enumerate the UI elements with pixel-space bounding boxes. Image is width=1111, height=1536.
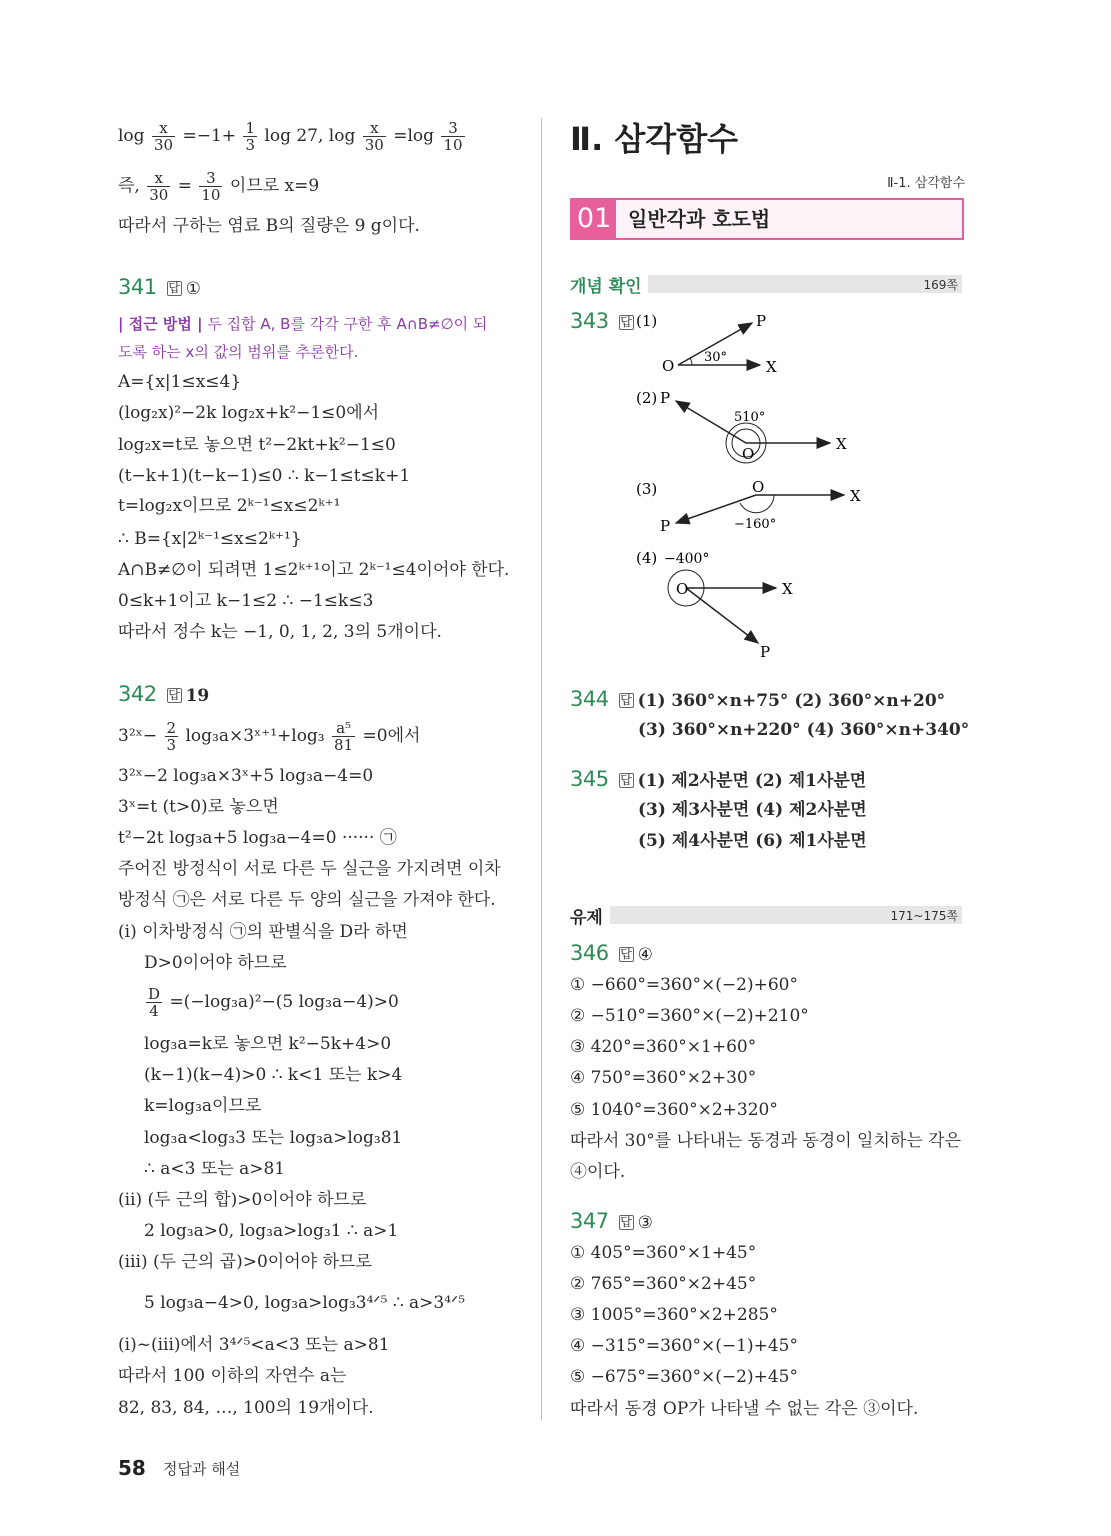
footer-label: 정답과 해설 xyxy=(163,1460,241,1478)
section-title: 일반각과 호도법 xyxy=(628,207,771,231)
answer-badge: 답 xyxy=(620,315,632,329)
angle-label: 30° xyxy=(704,350,728,365)
bar-page-ref: 169쪽 xyxy=(923,278,958,292)
solution-line: 3ˣ=t (t>0)로 놓으면 xyxy=(118,797,279,817)
denominator: 3 xyxy=(166,736,177,754)
denominator: 30 xyxy=(364,136,384,154)
answer-badge: 답 xyxy=(620,773,632,787)
denominator: 30 xyxy=(149,186,169,204)
solution-line: 82, 83, 84, …, 100의 19개이다. xyxy=(118,1398,374,1418)
answer-badge: 답 xyxy=(168,281,180,295)
problem-341-header xyxy=(118,276,201,300)
solution-line: 따라서 동경 OP가 나타낼 수 없는 각은 ③이다. xyxy=(570,1399,919,1419)
solution-line: (k−1)(k−4)>0 ∴ k<1 또는 k>4 xyxy=(144,1065,403,1085)
solution-line: t²−2t log₃a+5 log₃a−4=0 ······ ㉠ xyxy=(118,828,397,848)
solution-line: ⑤ 1040°=360°×2+320° xyxy=(570,1100,778,1120)
numerator: x xyxy=(152,120,175,137)
column-divider xyxy=(541,118,542,1420)
solution-line: ② 765°=360°×2+45° xyxy=(570,1274,757,1294)
solution-line: ① 405°=360°×1+45° xyxy=(570,1243,757,1263)
denominator: 81 xyxy=(334,736,354,754)
solution-line: ④ −315°=360°×(−1)+45° xyxy=(570,1336,798,1356)
bar-page-ref: 171~175쪽 xyxy=(890,909,958,923)
fraction xyxy=(243,120,257,153)
numerator: a⁵ xyxy=(332,720,355,737)
point-O: O xyxy=(742,445,755,463)
solution-line: (ⅰ)~(ⅲ)에서 3⁴ᐟ⁵<a<3 또는 a>81 xyxy=(118,1335,390,1355)
solution-line: 0≤k+1이고 k−1≤2 ∴ −1≤k≤3 xyxy=(118,591,374,611)
denominator: 10 xyxy=(201,186,221,204)
answer-value: (3) 360°×n+220° (4) 360°×n+340° xyxy=(638,720,970,740)
solution-line: ⑤ −675°=360°×(−2)+45° xyxy=(570,1367,798,1387)
solution-line: (ⅰ) 이차방정식 ㉠의 판별식을 D라 하면 xyxy=(118,922,408,942)
solution-line: (log₂x)²−2k log₂x+k²−1≤0에서 xyxy=(118,403,380,423)
solution-line: log₂x=t로 놓으면 t²−2kt+k²−1≤0 xyxy=(118,435,396,455)
solution-line: k=log₃a이므로 xyxy=(144,1096,262,1116)
solution-line: 따라서 30°를 나타내는 동경과 동경이 일치하는 각은 xyxy=(570,1131,961,1151)
solution-line: A∩B≠∅이 되려면 1≤2ᵏ⁺¹이고 2ᵏ⁻¹≤4이어야 한다. xyxy=(118,560,510,580)
solution-line: ③ 1005°=360°×2+285° xyxy=(570,1305,778,1325)
problem-342-header xyxy=(118,683,209,707)
point-X: X xyxy=(850,487,861,505)
concept-bar xyxy=(570,272,962,297)
chapter-subtitle: Ⅱ-1. 삼각함수 xyxy=(887,176,965,191)
diagram-label: (4) xyxy=(636,549,658,567)
diagram-label: (3) xyxy=(636,480,658,498)
numerator: x xyxy=(147,170,170,187)
denominator: 3 xyxy=(245,136,255,154)
intro-line-2 xyxy=(118,170,319,203)
text: = xyxy=(177,176,192,196)
point-X: X xyxy=(836,435,847,453)
approach-line-2: 도록 하는 x의 값의 범위를 추론한다. xyxy=(118,343,359,361)
denominator: 30 xyxy=(153,136,174,154)
point-P: P xyxy=(760,643,771,660)
section-header xyxy=(570,198,964,240)
text: log 27, log xyxy=(264,126,356,146)
problem-number: 344 xyxy=(570,687,609,711)
discriminant-line xyxy=(144,986,399,1019)
section-number: 01 xyxy=(572,200,616,238)
answer-badge: 답 xyxy=(620,947,632,961)
solution-line: A={x|1≤x≤4} xyxy=(118,372,242,392)
diagram-2 xyxy=(660,389,847,463)
angle-label: −400° xyxy=(664,551,710,567)
point-P: P xyxy=(756,312,767,330)
problem-344-line-1 xyxy=(570,688,945,712)
diagram-1 xyxy=(662,312,777,376)
solution-line: (ⅲ) (두 근의 곱)>0이어야 하므로 xyxy=(118,1252,372,1272)
point-X: X xyxy=(782,580,793,598)
fraction xyxy=(165,720,179,753)
solution-line: ∴ B={x|2ᵏ⁻¹≤x≤2ᵏ⁺¹} xyxy=(118,529,302,549)
answer-value: 19 xyxy=(185,686,210,706)
fraction xyxy=(147,170,170,203)
solution-line: 따라서 100 이하의 자연수 a는 xyxy=(118,1366,347,1386)
problem-number: 346 xyxy=(570,941,609,965)
text: 이므로 x=9 xyxy=(229,176,320,196)
text: =−1+ xyxy=(182,126,237,146)
point-X: X xyxy=(766,358,777,376)
text: =log xyxy=(393,126,435,146)
bar-strip xyxy=(648,275,962,293)
approach-line-1 xyxy=(118,313,487,335)
solution-line: 3²ˣ−2 log₃a×3ˣ+5 log₃a−4=0 xyxy=(118,766,374,786)
bar-label: 유제 xyxy=(570,908,603,928)
bar-label: 개념 확인 xyxy=(570,277,642,297)
angle-arc xyxy=(740,495,774,513)
fraction xyxy=(199,170,222,203)
denominator: 4 xyxy=(149,1002,159,1020)
solution-line: log₃a=k로 놓으면 k²−5k+4>0 xyxy=(144,1034,392,1054)
answer-value: (3) 제3사분면 (4) 제2사분면 xyxy=(638,800,867,820)
page-number: 58 xyxy=(118,1456,146,1480)
numerator: 2 xyxy=(166,719,177,737)
denominator: 10 xyxy=(443,136,463,154)
solution-line: t=log₂x이므로 2ᵏ⁻¹≤x≤2ᵏ⁺¹ xyxy=(118,496,341,516)
intro-line-1 xyxy=(118,120,467,153)
approach-label: | 접근 방법 | xyxy=(118,315,203,333)
solution-line: (t−k+1)(t−k−1)≤0 ∴ k−1≤t≤k+1 xyxy=(118,466,411,486)
solution-line: ② −510°=360°×(−2)+210° xyxy=(570,1006,809,1026)
problem-number: 342 xyxy=(118,682,157,706)
solution-line: 방정식 ㉠은 서로 다른 두 양의 실근을 가져야 한다. xyxy=(118,890,496,910)
angle-arc xyxy=(690,358,692,365)
solution-line: ④ 750°=360°×2+30° xyxy=(570,1068,757,1088)
angle-diagrams xyxy=(630,305,970,660)
answer-value: (1) 제2사분면 (2) 제1사분면 xyxy=(637,771,867,791)
numerator: 3 xyxy=(441,120,464,137)
solution-line: 2 log₃a>0, log₃a>log₃1 ∴ a>1 xyxy=(144,1221,399,1241)
fraction xyxy=(146,986,162,1019)
solution-line: (ⅱ) (두 근의 합)>0이어야 하므로 xyxy=(118,1190,367,1210)
solution-line: ∴ a<3 또는 a>81 xyxy=(144,1159,286,1179)
diagram-label: (1) xyxy=(636,312,658,330)
numerator: 1 xyxy=(245,119,255,137)
diagram-3 xyxy=(660,478,861,535)
problem-number: 343 xyxy=(570,309,609,333)
point-P: P xyxy=(660,517,671,535)
chapter-title: Ⅱ. 삼각함수 xyxy=(570,120,739,158)
point-O: O xyxy=(752,478,765,496)
answer-value: (5) 제4사분면 (6) 제1사분면 xyxy=(638,831,867,851)
numerator: D xyxy=(148,985,161,1003)
answer-badge: 답 xyxy=(620,1215,632,1229)
problem-345-line-1 xyxy=(570,768,866,792)
angle-label: 510° xyxy=(734,410,766,425)
problem-number: 341 xyxy=(118,275,157,299)
text: log₃a×3ˣ⁺¹+log₃ xyxy=(185,726,325,746)
solution-line: ① −660°=360°×(−2)+60° xyxy=(570,975,798,995)
answer-value: ④ xyxy=(637,945,653,965)
angle-label: −160° xyxy=(734,517,777,532)
text: 3²ˣ− xyxy=(118,726,158,746)
solution-line: log₃a<log₃3 또는 log₃a>log₃81 xyxy=(144,1128,403,1148)
solution-line: 주어진 방정식이 서로 다른 두 실근을 가지려면 이차 xyxy=(118,859,501,879)
text: log xyxy=(118,126,145,146)
intro-line-3: 따라서 구하는 염료 B의 질량은 9 g이다. xyxy=(118,216,420,236)
fraction xyxy=(441,120,464,153)
solution-line: ④이다. xyxy=(570,1162,626,1182)
point-O: O xyxy=(662,357,675,375)
text: =(−log₃a)²−(5 log₃a−4)>0 xyxy=(169,992,399,1012)
answer-value: ① xyxy=(185,279,201,299)
yuje-bar xyxy=(570,903,962,928)
numerator: 3 xyxy=(199,170,222,187)
problem-343-header xyxy=(570,310,638,334)
solution-line: ③ 420°=360°×1+60° xyxy=(570,1037,757,1057)
answer-badge: 답 xyxy=(168,688,180,702)
diagram-label: (2) xyxy=(636,389,658,407)
problem-346-header xyxy=(570,942,653,966)
problem-number: 347 xyxy=(570,1209,609,1233)
text: =0에서 xyxy=(362,726,421,746)
fraction xyxy=(152,120,175,153)
answer-badge: 답 xyxy=(620,693,632,707)
diagram-4 xyxy=(668,570,793,660)
equation-line xyxy=(118,720,420,753)
answer-value: ③ xyxy=(637,1213,653,1233)
fraction xyxy=(363,120,386,153)
text: 즉, xyxy=(118,176,140,196)
approach-text: 두 집합 A, B를 각각 구한 후 A∩B≠∅이 되 xyxy=(207,315,488,333)
ray-terminal xyxy=(686,588,758,643)
solution-line: D>0이어야 하므로 xyxy=(144,953,287,973)
solution-line: 따라서 정수 k는 −1, 0, 1, 2, 3의 5개이다. xyxy=(118,622,442,642)
numerator: x xyxy=(363,120,386,137)
problem-number: 345 xyxy=(570,767,609,791)
answer-value: (1) 360°×n+75° (2) 360°×n+20° xyxy=(637,691,946,711)
fraction xyxy=(332,720,355,753)
point-P: P xyxy=(660,389,671,407)
solution-line: 5 log₃a−4>0, log₃a>log₃3⁴ᐟ⁵ ∴ a>3⁴ᐟ⁵ xyxy=(144,1293,466,1313)
point-O: O xyxy=(676,580,689,598)
problem-347-header xyxy=(570,1210,653,1234)
